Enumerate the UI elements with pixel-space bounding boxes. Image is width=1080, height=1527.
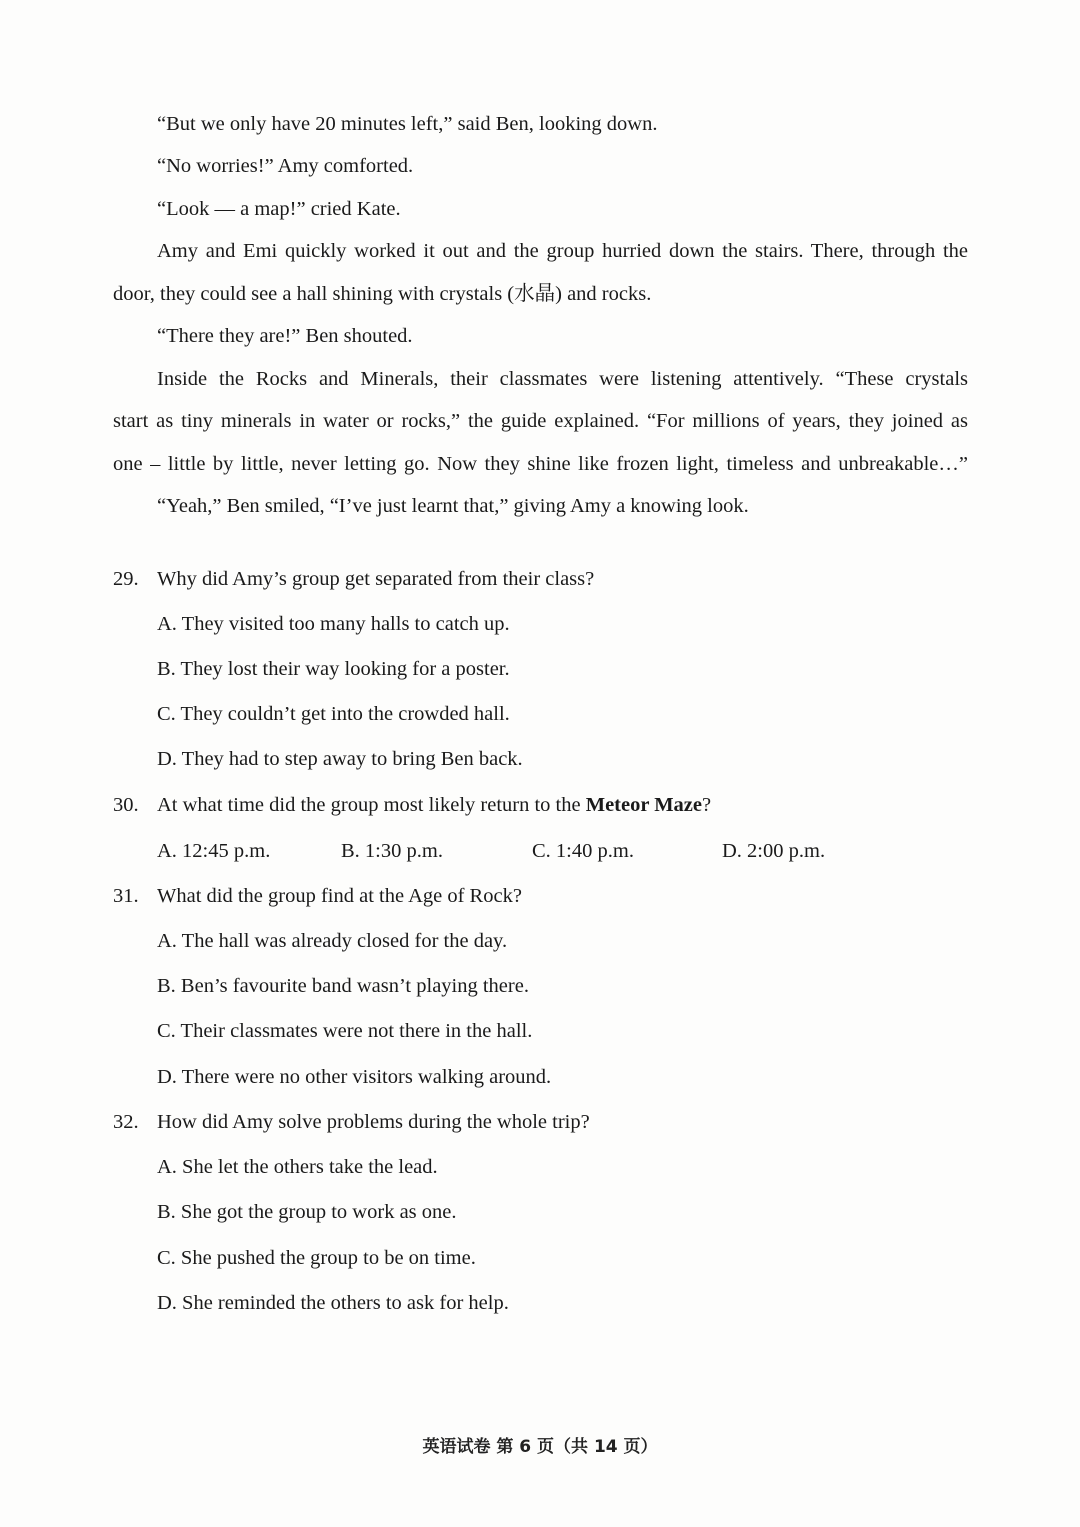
answer-option: B. Ben’s favourite band wasn’t playing there. bbox=[157, 975, 529, 997]
page-footer: 英语试卷 第 6 页（共 14 页） bbox=[422, 1437, 658, 1457]
answer-option: B. She got the group to work as one. bbox=[157, 1201, 457, 1223]
question-number: 30. bbox=[113, 794, 139, 816]
question-number: 32. bbox=[113, 1111, 139, 1133]
answer-option: D. There were no other visitors walking around. bbox=[157, 1066, 552, 1088]
answer-option: A. They visited too many halls to catch up. bbox=[157, 613, 510, 635]
passage-paragraph-line: Inside the Rocks and Minerals, their classmates were listening attentively. “These crystals bbox=[157, 368, 968, 390]
answer-option: B. They lost their way looking for a poster. bbox=[157, 658, 510, 680]
question-stem-text: At what time did the group most likely return to the bbox=[157, 794, 586, 816]
passage-paragraph-line: Amy and Emi quickly worked it out and the group hurried down the stairs. There, through the bbox=[157, 240, 968, 262]
answer-option: B. 1:30 p.m. bbox=[341, 840, 443, 862]
answer-option: C. 1:40 p.m. bbox=[532, 840, 634, 862]
answer-option: A. 12:45 p.m. bbox=[157, 840, 271, 862]
answer-option: C. She pushed the group to be on time. bbox=[157, 1247, 476, 1269]
passage-paragraph: “No worries!” Amy comforted. bbox=[157, 155, 414, 177]
question-stem: How did Amy solve problems during the whole trip? bbox=[157, 1111, 590, 1133]
question-number: 31. bbox=[113, 885, 139, 907]
question-stem-end: ? bbox=[702, 794, 712, 816]
question-stem: What did the group find at the Age of Rock? bbox=[157, 885, 522, 907]
question-stem: Why did Amy’s group get separated from their class? bbox=[157, 568, 595, 590]
answer-option: A. She let the others take the lead. bbox=[157, 1156, 438, 1178]
question-number: 29. bbox=[113, 568, 139, 590]
passage-paragraph: “Look — a map!” cried Kate. bbox=[157, 198, 401, 220]
question-stem bbox=[157, 792, 711, 818]
passage-paragraph-line: door, they could see a hall shining with crystals (水晶) and rocks. bbox=[113, 283, 652, 305]
passage-paragraph-line: one – little by little, never letting go. Now they shine like frozen light, timeless and unbreakable…” bbox=[113, 453, 968, 475]
passage-paragraph: “But we only have 20 minutes left,” said Ben, looking down. bbox=[157, 113, 658, 135]
answer-option: D. They had to step away to bring Ben back. bbox=[157, 748, 523, 770]
answer-option: D. She reminded the others to ask for help. bbox=[157, 1292, 509, 1314]
answer-option: C. They couldn’t get into the crowded hall. bbox=[157, 703, 510, 725]
question-stem-bold: Meteor Maze bbox=[585, 794, 702, 816]
answer-option: A. The hall was already closed for the day. bbox=[157, 930, 508, 952]
passage-paragraph: “There they are!” Ben shouted. bbox=[157, 325, 413, 347]
passage-paragraph: “Yeah,” Ben smiled, “I’ve just learnt that,” giving Amy a knowing look. bbox=[157, 495, 749, 517]
answer-option: C. Their classmates were not there in the hall. bbox=[157, 1020, 533, 1042]
answer-option: D. 2:00 p.m. bbox=[722, 840, 826, 862]
passage-paragraph-line: start as tiny minerals in water or rocks,” the guide explained. “For millions of years, they joined as bbox=[113, 410, 968, 432]
